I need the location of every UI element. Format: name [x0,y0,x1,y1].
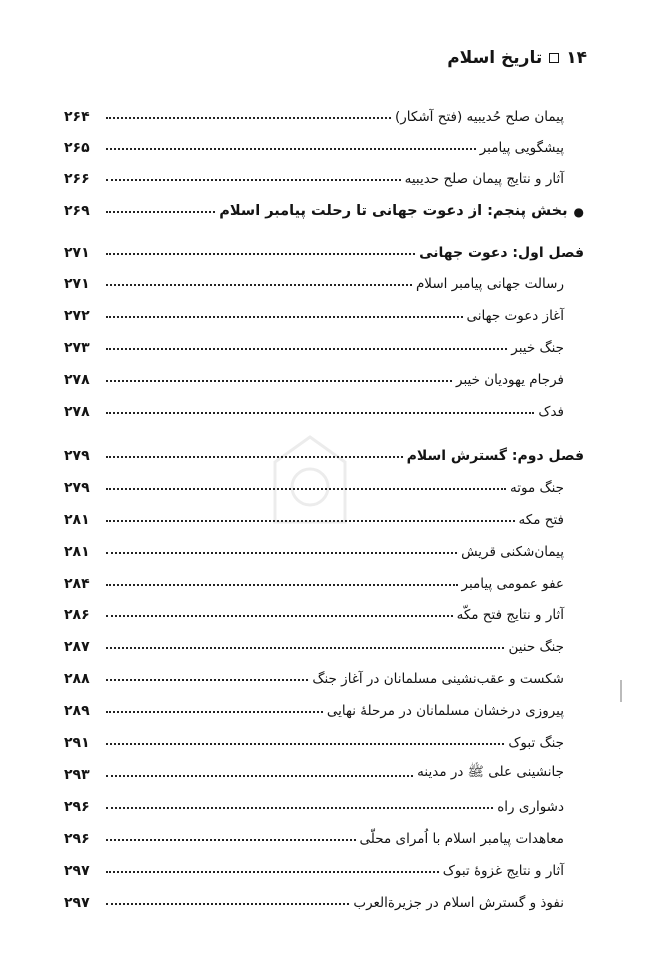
toc-entry[interactable] [64,470,584,496]
toc-entry-title: جانشینی علی ﷺ در مدینه [417,764,564,780]
toc-entry-title: جنگ حنین [508,639,564,655]
dot-leader [106,743,504,745]
toc-entry[interactable] [64,693,584,719]
toc-part-heading[interactable] [64,193,584,219]
dot-leader [106,284,412,286]
toc-page-number: ۲۷۸ [64,372,90,388]
toc-page-number: ۲۷۳ [64,340,90,356]
dot-leader [106,456,403,458]
toc-entry[interactable] [64,821,584,847]
toc-entry[interactable] [64,161,584,187]
toc-page-number: ۲۸۴ [64,576,90,592]
toc-page-number: ۲۸۸ [64,671,90,687]
toc-page-number: ۲۹۷ [64,863,90,879]
toc-page-number: ۲۷۱ [64,245,90,261]
toc-page-number: ۲۸۹ [64,703,90,719]
toc-chapter-title: فصل اول: دعوت جهانی [419,245,584,261]
toc-chapter-heading[interactable] [64,438,584,464]
toc-entry[interactable] [64,534,584,560]
toc-page-number: ۲۸۷ [64,639,90,655]
toc-entry-title: پیمان‌شکنی قریش [461,544,564,560]
book-title: تاریخ اسلام [447,48,543,68]
dot-leader [106,552,457,554]
toc-page-number: ۲۶۵ [64,140,90,156]
toc-entry-title: جنگ تبوک [508,735,564,751]
dot-leader [106,871,439,873]
toc-chapter-title: فصل دوم: گسترش اسلام [406,448,584,464]
toc-entry[interactable] [64,502,584,528]
toc-entry-title: فدک [538,404,564,420]
toc-part-title: بخش پنجم: از دعوت جهانی تا رحلت پیامبر اسلام [219,203,568,219]
toc-entry[interactable] [64,130,584,156]
toc-chapter-heading[interactable] [64,235,584,261]
toc-entry-title: رسالت جهانی پیامبر اسلام [415,276,564,292]
toc-entry-title: نفوذ و گسترش اسلام در جزیرةالعرب [353,895,564,911]
toc-entry-title: فرجام یهودیان خیبر [456,372,564,388]
dot-leader [106,615,453,617]
toc-entry[interactable] [64,853,584,879]
dot-leader [106,775,413,777]
toc-page-number: ۲۸۱ [64,512,90,528]
toc-page-number: ۲۹۶ [64,799,90,815]
toc-entry[interactable] [64,789,584,815]
toc-entry-title: فتح مکه [518,512,564,528]
dot-leader [106,488,506,490]
toc-entry-title: جنگ خیبر [511,340,564,356]
dot-leader [106,253,415,255]
toc-page-number: ۲۸۶ [64,607,90,623]
dot-leader [106,316,463,318]
dot-leader [106,179,401,181]
toc-entry-title: شکست و عقب‌نشینی مسلمانان در آغاز جنگ [312,671,564,687]
dot-leader [106,348,507,350]
toc-page-number: ۲۹۷ [64,895,90,911]
dot-leader [106,211,215,213]
toc-page-number: ۲۷۹ [64,448,90,464]
toc-page-number: ۲۹۳ [64,767,90,783]
dot-leader [106,903,349,905]
toc-entry[interactable] [64,885,584,911]
dot-leader [106,380,452,382]
toc-page-number: ۲۷۱ [64,276,90,292]
bullet-icon: ● [573,205,584,219]
toc-entry-title: عفو عمومی پیامبر [461,576,564,592]
dot-leader [106,520,515,522]
toc-page-number: ۲۸۱ [64,544,90,560]
toc-entry[interactable] [64,725,584,751]
toc-entry-title: پیشگویی پیامبر [479,140,564,156]
toc-page-number: ۲۹۶ [64,831,90,847]
toc-entry[interactable] [64,394,584,420]
toc-entry[interactable] [64,298,584,324]
dot-leader [106,148,476,150]
toc-entry[interactable] [64,757,584,783]
dot-leader [106,117,391,119]
toc-entry-title: جنگ موته [510,480,564,496]
toc-entry[interactable] [64,597,584,623]
dot-leader [106,679,308,681]
toc-entry-title: معاهدات پیامبر اسلام با اُمرای محلّی [359,831,564,847]
toc-entry-title: دشواری راه [497,799,564,815]
toc-page-number: ۲۹۱ [64,735,90,751]
toc-page-number: ۲۶۶ [64,171,90,187]
toc-entry-title: آثار و نتایج فتح مکّه [456,607,564,623]
toc-page-number: ۲۷۲ [64,308,90,324]
toc-entry[interactable] [64,566,584,592]
page-number: ۱۴ [566,48,587,68]
toc-entry[interactable] [64,99,584,125]
toc-entry[interactable] [64,330,584,356]
toc-entry[interactable] [64,362,584,388]
dot-leader [106,647,504,649]
toc-page-number: ۲۶۴ [64,109,90,125]
dot-leader [106,711,323,713]
dot-leader [106,584,458,586]
toc-entry-title: پیمان صلح حُدیبیه (فتح آشکار) [395,109,564,125]
toc-entry-title: آثار و نتایج غزوهٔ تبوک [442,863,564,879]
dot-leader [106,839,356,841]
toc-page-number: ۲۷۹ [64,480,90,496]
dot-leader [106,807,493,809]
toc-entry[interactable] [64,266,584,292]
toc-entry-title: آغاز دعوت جهانی [466,308,564,324]
dot-leader [106,412,534,414]
toc-page-number: ۲۶۹ [64,203,90,219]
toc-entry[interactable] [64,661,584,687]
toc-entry-title: آثار و نتایج پیمان صلح حدیبیه [404,171,564,187]
toc-page-number: ۲۷۸ [64,404,90,420]
toc-entry[interactable] [64,629,584,655]
toc-entry-title: پیروزی درخشان مسلمانان در مرحلهٔ نهایی [326,703,564,719]
